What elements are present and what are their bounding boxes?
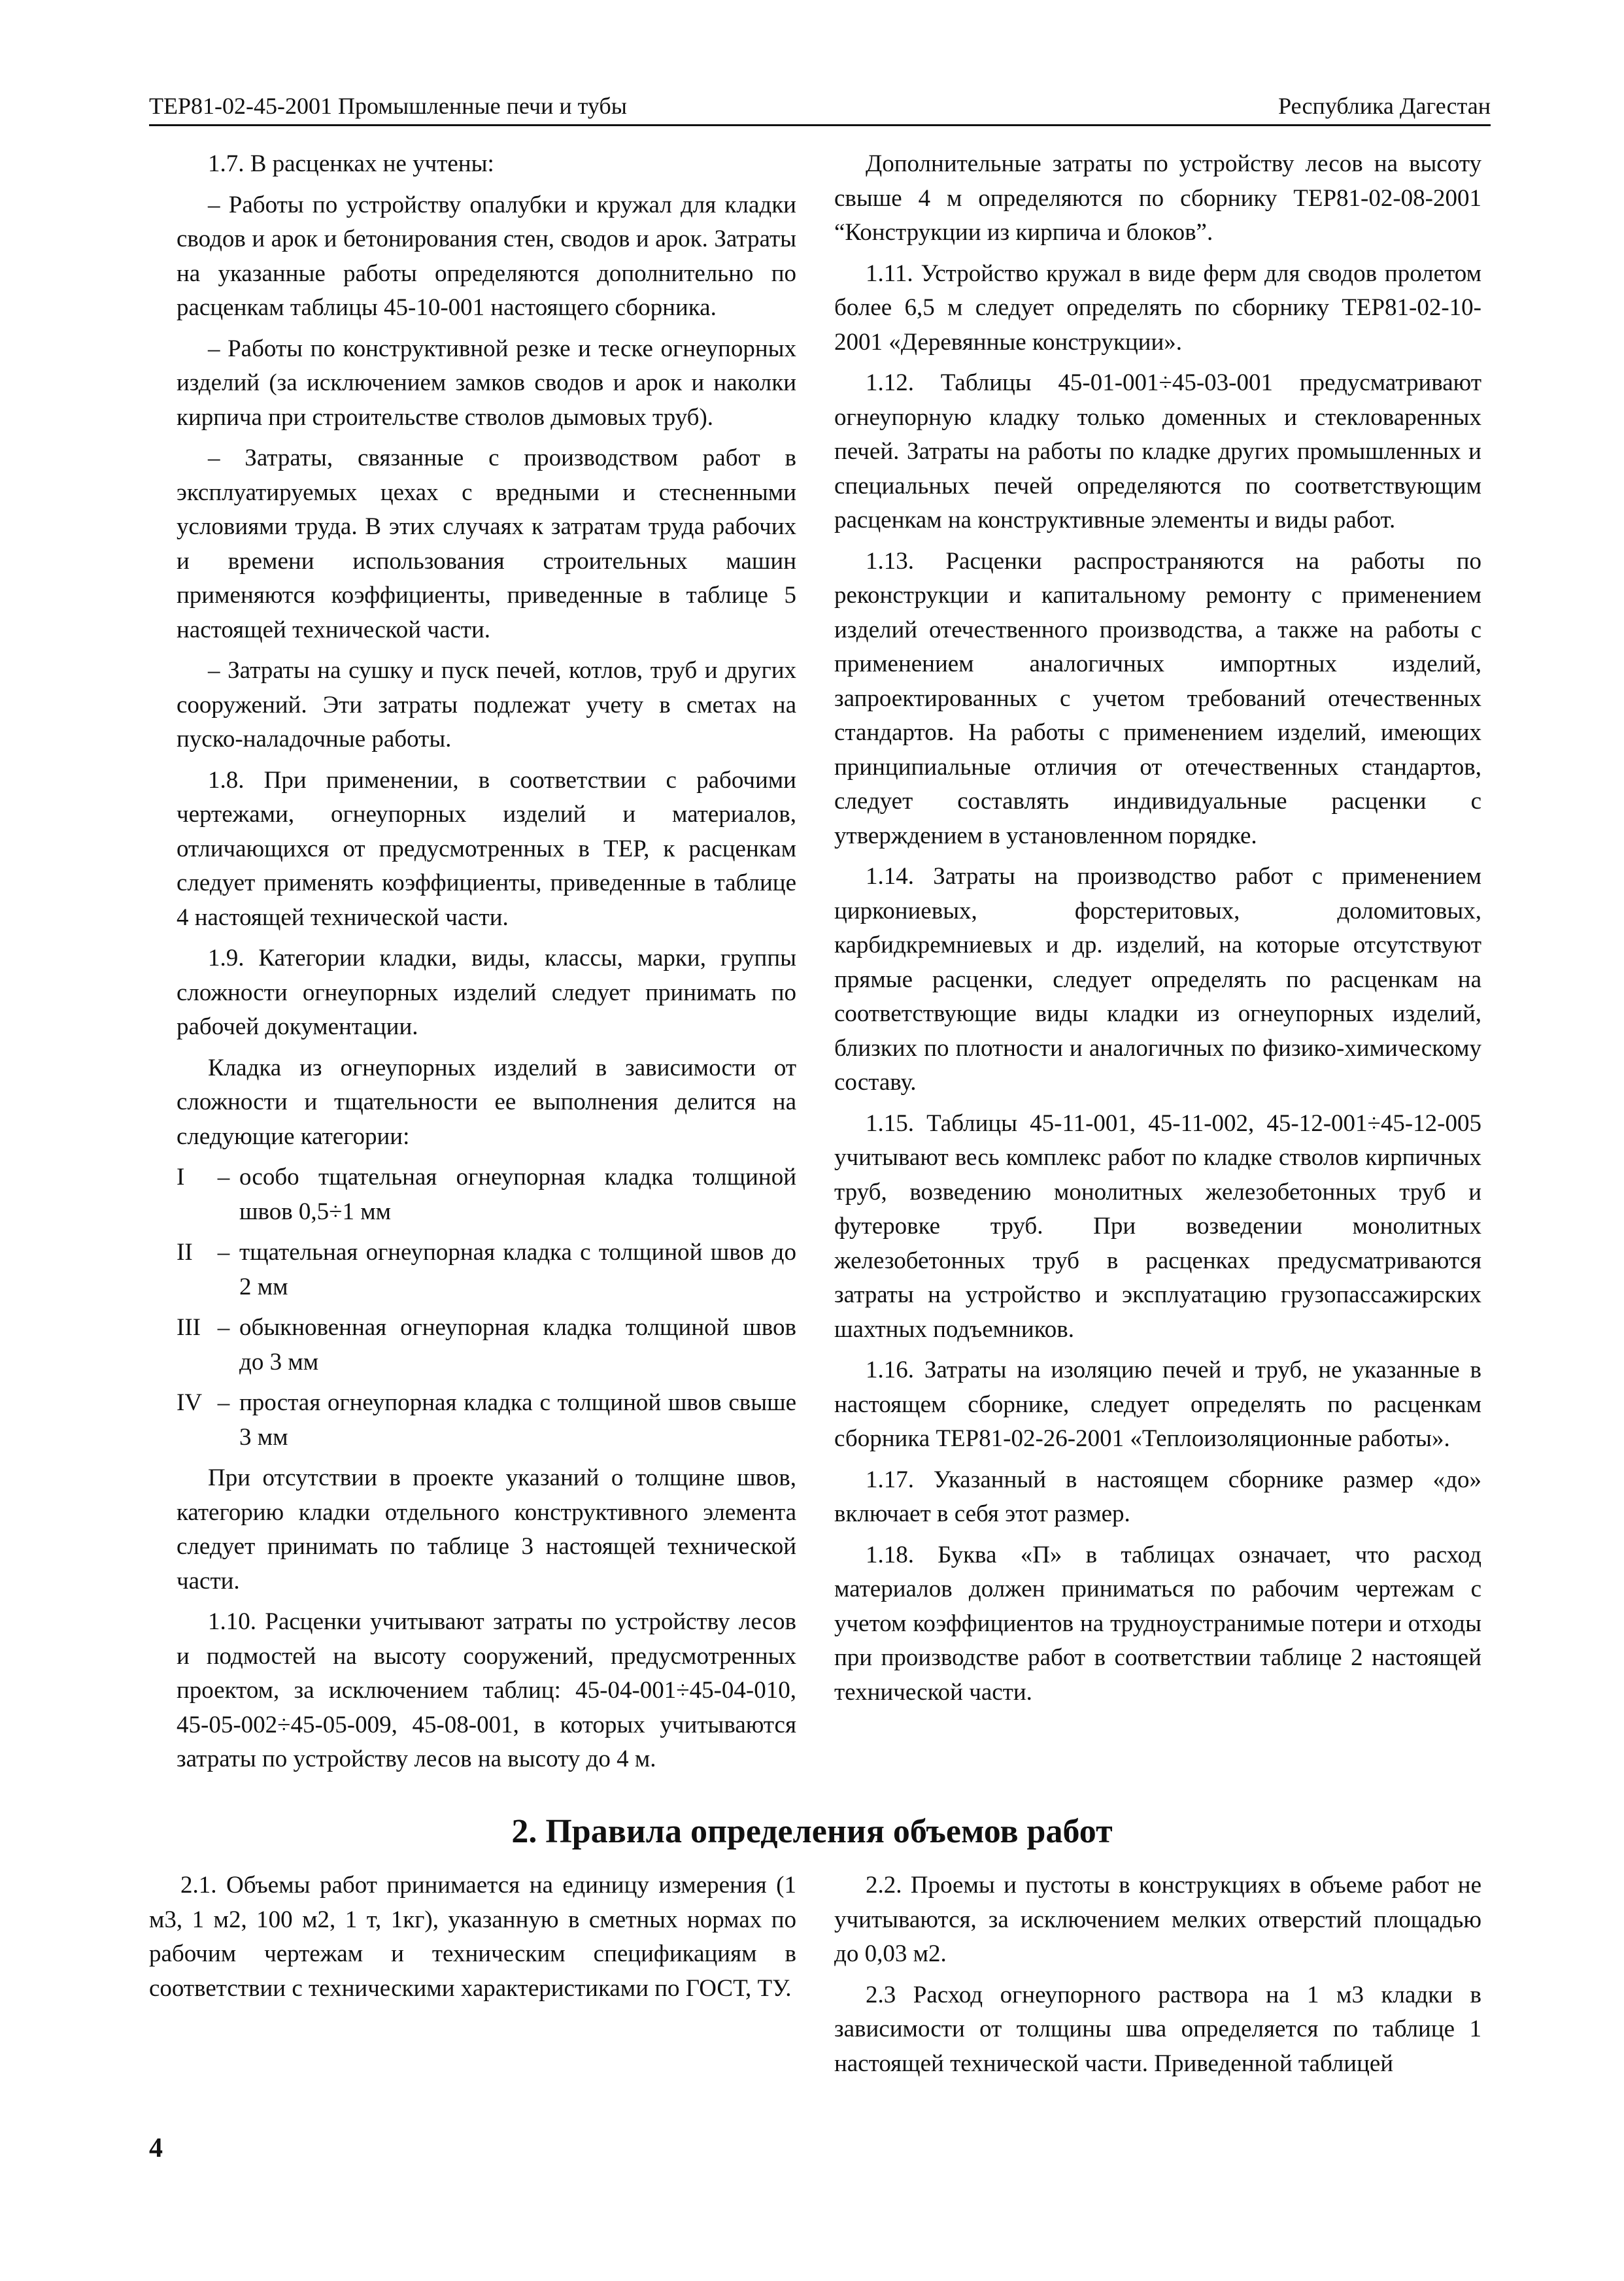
paragraph-1-16: 1.16. Затраты на изоляцию печей и труб, не указанные в настоящем сборнике, следует определять по расценкам сборника ТЕР81-02-26-2001 «Теплоизоляционные работы». <box>834 1357 1481 1452</box>
paragraph-1-9: 1.9. Категории кладки, виды, классы, марки, группы сложности огнеупорных изделий следует принимать по рабочей документации. <box>177 945 796 1040</box>
paragraph-1-11: 1.11. Устройство кружал в виде ферм для сводов пролетом более 6,5 м следует определять по сборнику ТЕР81-02-10-2001 «Деревянные конструкции». <box>834 260 1481 356</box>
paragraph-1-7: 1.7. В расценках не учтены: <box>208 150 494 177</box>
paragraph-1-8: 1.8. При применении, в соответствии с рабочими чертежами, огнеупорных изделий и материалов, отличающихся от предусмотренных в ТЕР, к расценкам следует применять коэффициенты, приведенные в таблице 4 настоящей технической части. <box>177 766 796 931</box>
category-dash: – <box>217 1314 230 1341</box>
right-column <box>834 147 1481 1716</box>
paragraph-seam-thickness: При отсутствии в проекте указаний о толщине швов, категорию кладки отдельного конструктивного элемента следует принимать по таблице 3 настоящей технической части. <box>177 1464 796 1595</box>
paragraph-categories-intro: Кладка из огнеупорных изделий в зависимости от сложности и тщательности ее выполнения делится на следующие категории: <box>177 1054 796 1150</box>
section-2-left-column <box>149 1868 796 2012</box>
paragraph-1-12: 1.12. Таблицы 45-01-001÷45-03-001 предусматривают огнеупорную кладку только доменных и стекловаренных печей. Затраты на работы по кладке других промышленных и специальных печей определяются по соответствующим расценкам на конструктивные элементы и виды работ. <box>834 369 1481 533</box>
paragraph-1-13: 1.13. Расценки распространяются на работы по реконструкции и капитальному ремонту с применением изделий отечественного производства, а также на работы с применением аналогичных импортных изделий, запроектированных с учетом требований отечественных стандартов. На работы с применением изделий, имеющих принципиальные отличия от отечественных стандартов, следует составлять индивидуальные расценки с утверждением в установленном порядке. <box>834 547 1481 849</box>
category-item <box>177 1311 796 1379</box>
paragraph-2-1: 2.1. Объемы работ принимается на единицу измерения (1 м3, 1 м2, 100 м2, 1 т, 1кг), указанную в сметных нормах по рабочим чертежам и техническим спецификациям в соответствии с техническими характеристиками по ГОСТ, ТУ. <box>149 1872 796 2002</box>
category-text: особо тщательная огнеупорная кладка толщиной швов 0,5÷1 мм <box>239 1164 796 1225</box>
category-text: тщательная огнеупорная кладка с толщиной швов до 2 мм <box>239 1239 796 1300</box>
paragraph-1-18: 1.18. Буква «П» в таблицах означает, что расход материалов должен приниматься по рабочим чертежам с учетом коэффициентов на трудноустранимые потери и отходы при производстве работ в соответствии таблице 2 настоящей технической части. <box>834 1541 1481 1706</box>
paragraph-1-17: 1.17. Указанный в настоящем сборнике размер «до» включает в себя этот размер. <box>834 1466 1481 1527</box>
paragraph-1-14: 1.14. Затраты на производство работ с применением циркониевых, форстеритовых, доломитовых, карбидкремниевых и др. изделий, на которые отсутствуют прямые расценки, следует определять по расценкам на соответствующие виды кладки из огнеупорных изделий, близких по плотности и аналогичных по физико-химическому составу. <box>834 863 1481 1096</box>
category-number: I <box>177 1164 185 1191</box>
paragraph-formwork: – Работы по устройству опалубки и кружал для кладки сводов и арок и бетонирования стен, сводов и арок. Затраты на указанные работы определяются дополнительно по расценкам таблицы 45-10-001 настоящего сборника. <box>177 191 796 321</box>
paragraph-2-2: 2.2. Проемы и пустоты в конструкциях в объеме работ не учитываются, за исключением мелких отверстий площадью до 0,03 м2. <box>834 1872 1481 1967</box>
category-dash: – <box>217 1389 230 1416</box>
paragraph-1-10: 1.10. Расценки учитывают затраты по устройству лесов и подмостей на высоту сооружений, предусмотренных проектом, за исключением таблиц: 45-04-001÷45-04-010, 45-05-002÷45-05-009, 45-08-001, в которых учитываются затраты по устройству лесов на высоту до 4 м. <box>177 1608 796 1772</box>
paragraph-drying: – Затраты на сушку и пуск печей, котлов, труб и других сооружений. Эти затраты подлежат учету в сметах на пуско-наладочные работы. <box>177 657 796 752</box>
category-item <box>177 1160 796 1229</box>
paragraph-2-3: 2.3 Расход огнеупорного раствора на 1 м3 кладки в зависимости от толщины шва определяется по таблице 1 настоящей технической части. Приведенной таблицей <box>834 1981 1481 2077</box>
category-number: III <box>177 1314 201 1341</box>
category-item <box>177 1386 796 1455</box>
category-number: IV <box>177 1389 203 1416</box>
category-item <box>177 1236 796 1304</box>
category-dash: – <box>217 1239 230 1266</box>
section-2-heading: 2. Правила определения объемов работ <box>511 1813 1113 1850</box>
category-text: обыкновенная огнеупорная кладка толщиной швов до 3 мм <box>239 1314 796 1376</box>
category-dash: – <box>217 1164 230 1191</box>
left-column <box>177 147 796 1783</box>
category-text: простая огнеупорная кладка с толщиной швов свыше 3 мм <box>239 1389 796 1451</box>
page-header <box>149 92 1491 126</box>
paragraph-1-15: 1.15. Таблицы 45-11-001, 45-11-002, 45-12-001÷45-12-005 учитывают весь комплекс работ по кладке стволов кирпичных труб, возведению монолитных железобетонных труб и футеровке труб. При возведении монолитных железобетонных труб в расценках предусматриваются затраты на устройство и эксплуатацию грузопассажирских шахтных подъемников. <box>834 1109 1481 1343</box>
paragraph-cutting: – Работы по конструктивной резке и теске огнеупорных изделий (за исключением замков сводов и арок и наколки кирпича при строительстве стволов дымовых труб). <box>177 335 796 431</box>
paragraph-scaffolding-extra: Дополнительные затраты по устройству лесов на высоту свыше 4 м определяются по сборнику ТЕР81-02-08-2001 “Конструкции из кирпича и блоков”. <box>834 150 1481 246</box>
section-2-right-column <box>834 1868 1481 2087</box>
page-number: 4 <box>149 2133 163 2163</box>
header-region: Республика Дагестан <box>1278 93 1491 119</box>
category-number: II <box>177 1239 193 1266</box>
paragraph-harmful-conditions: – Затраты, связанные с производством работ в эксплуатируемых цехах с вредными и стесненными условиями труда. В этих случаях к затратам труда рабочих и времени использования строительных машин применяются коэффициенты, приведенные в таблице 5 настоящей технической части. <box>177 445 796 643</box>
header-document-title: ТЕР81-02-45-2001 Промышленные печи и тубы <box>149 93 627 119</box>
